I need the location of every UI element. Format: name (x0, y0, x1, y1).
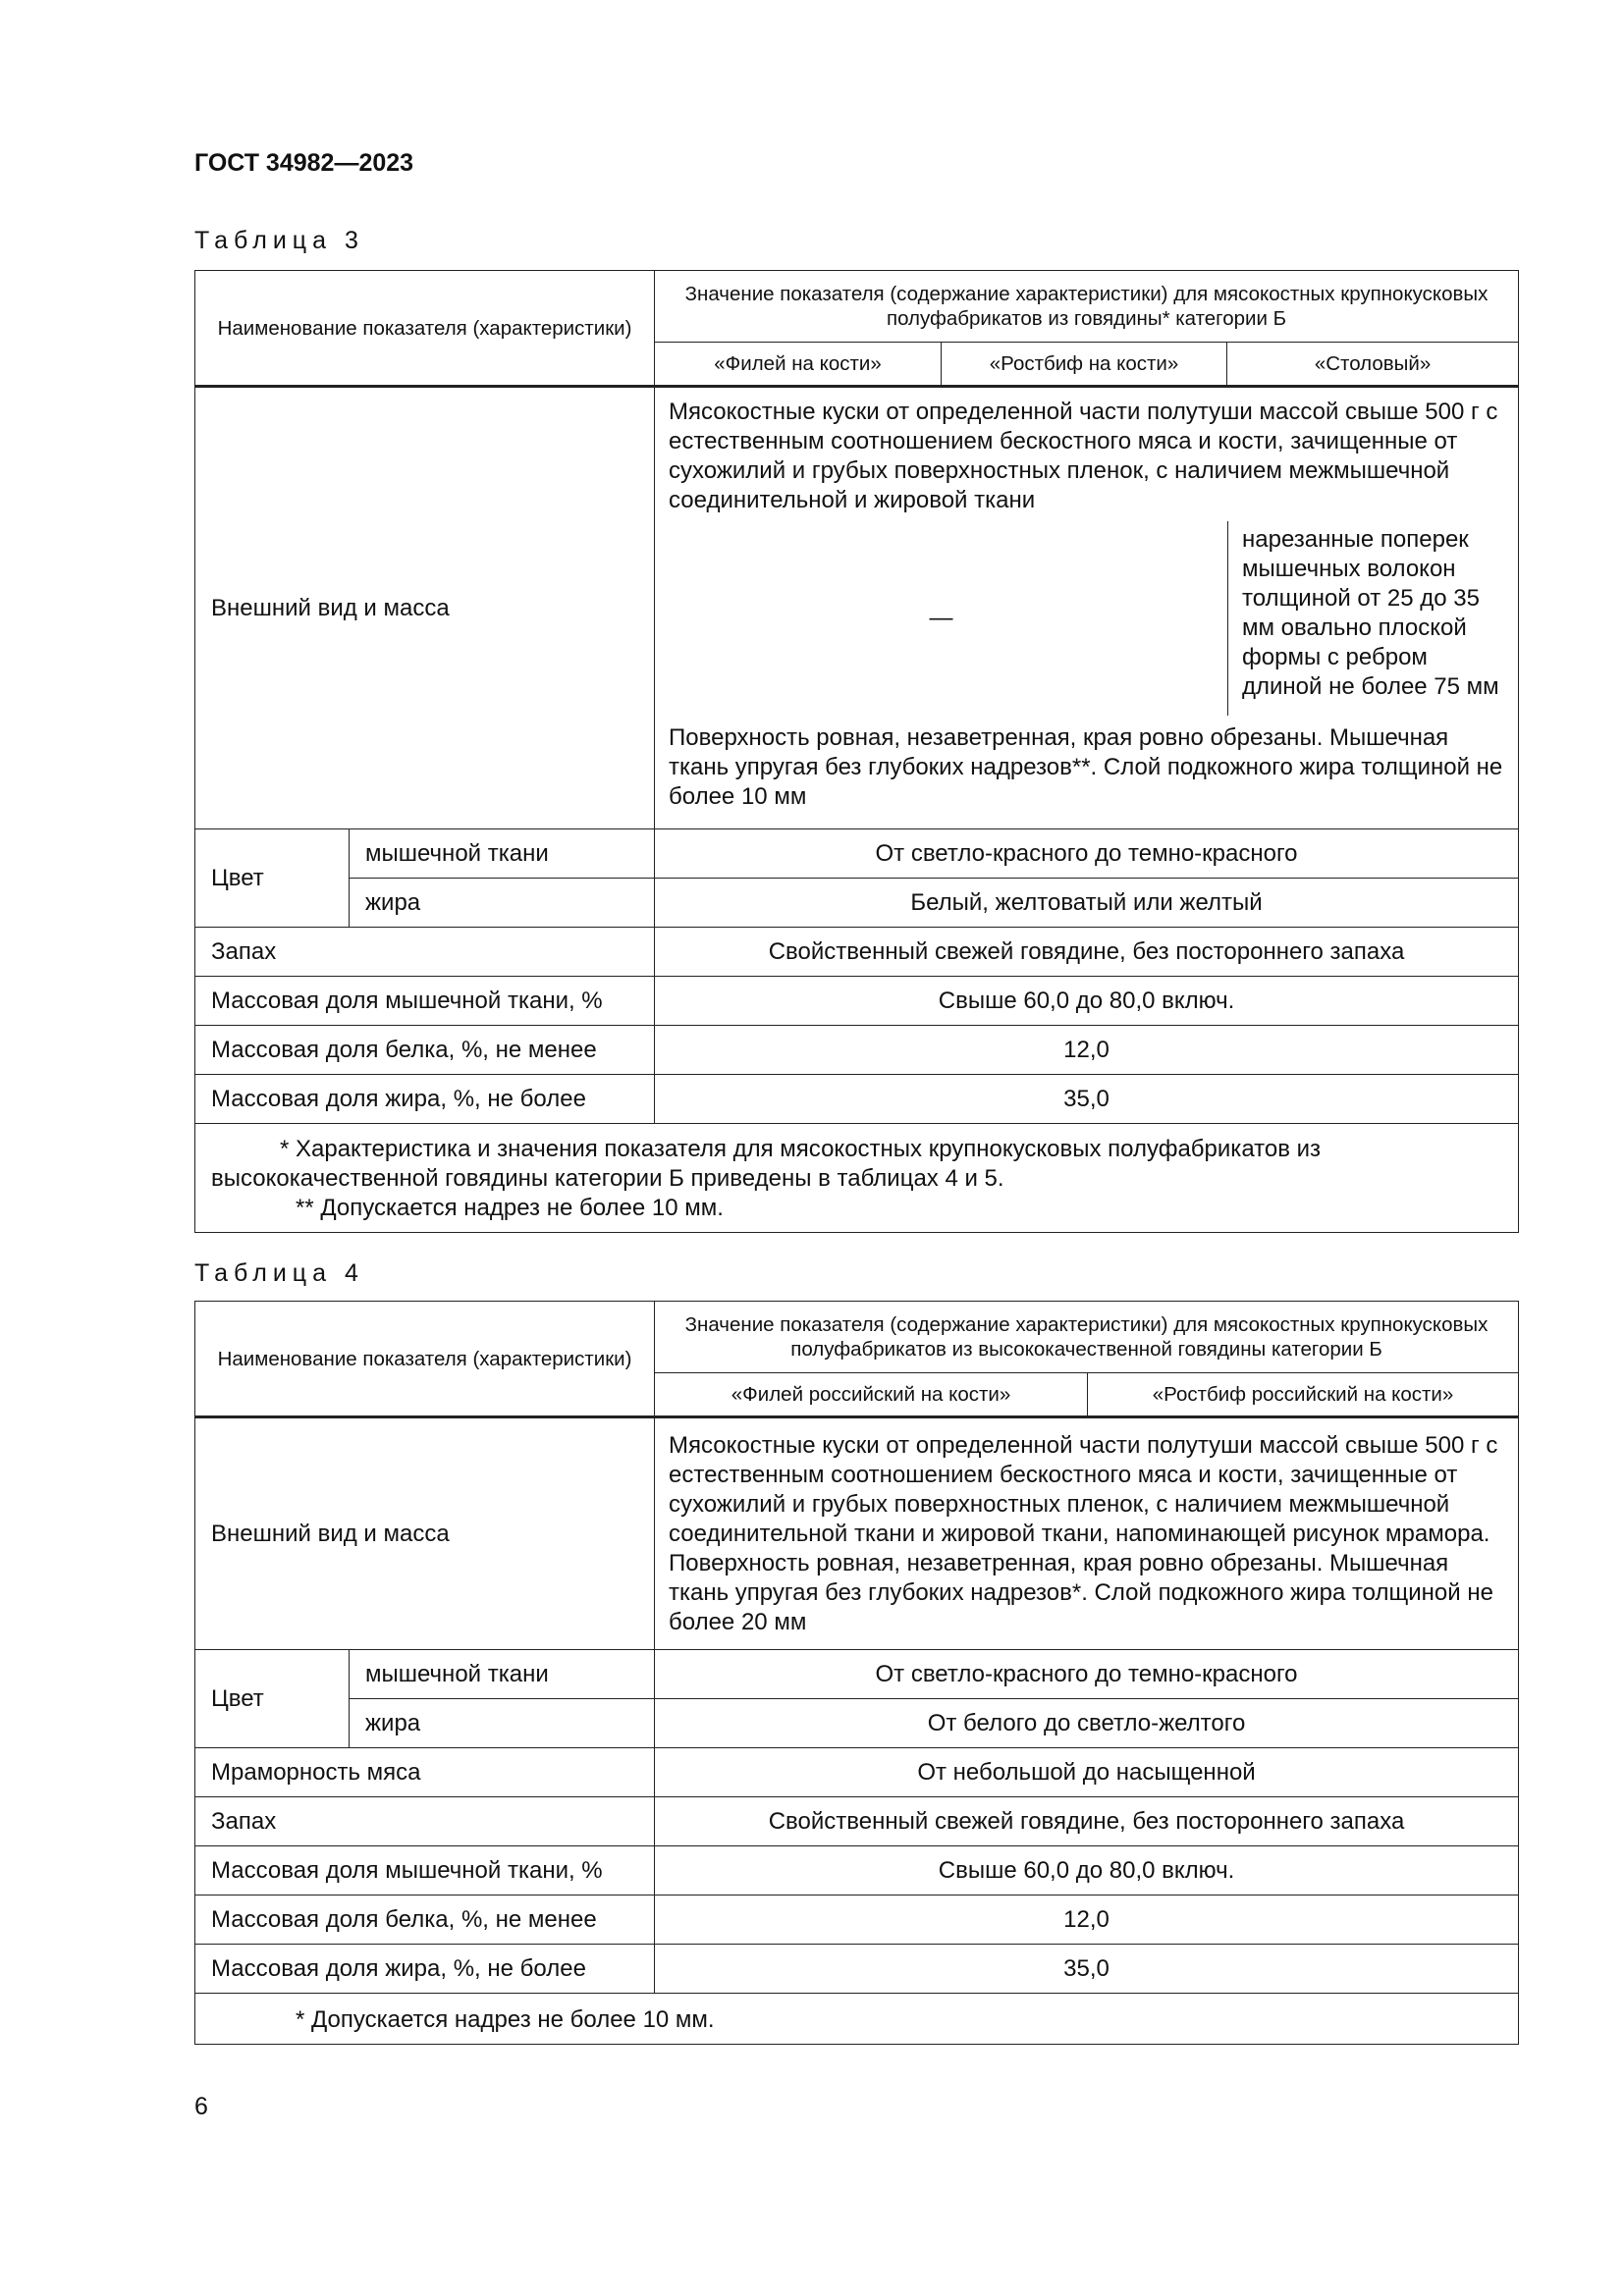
table-4-footnotes (195, 1994, 1519, 2045)
table-3-color-muscle-label: мышечной ткани (350, 829, 655, 879)
table-3-appearance-value (655, 387, 1519, 829)
table-row (195, 977, 1519, 1026)
table-3-footnote-2: ** Допускается надрез не более 10 мм. (296, 1195, 724, 1221)
table-4-color-fat-value: От белого до светло-желтого (655, 1699, 1519, 1748)
table-3-footnote-1: * Характеристика и значения показателя для мясокостных крупнокусковых полуфабрикатов из высококачественной говядины категории Б приведены в таблицах 4 и 5. (211, 1136, 1322, 1192)
table-row (195, 1026, 1519, 1075)
table-3-appearance-common-text: Мясокостные куски от определенной части полутуши массой свыше 500 г с естественным соотношением бескостного мяса и кости, зачищенные от сухожилий и грубых поверхностных пленок, с наличием межмышечной соединительной и жировой ткани (669, 399, 1498, 513)
table-4-color-fat-label: жира (350, 1699, 655, 1748)
table-3-subheader-stolovy: «Столовый» (1227, 343, 1519, 387)
table-4-caption: Таблица 4 (194, 1259, 364, 1287)
table-3-appearance-dash: — (929, 605, 953, 631)
table-4-row-value: 12,0 (655, 1896, 1519, 1945)
table-3-header-indicator: Наименование показателя (характеристики) (195, 271, 655, 387)
table-row (195, 1846, 1519, 1896)
table-row (195, 928, 1519, 977)
table-4 (194, 1301, 1519, 2045)
table-3-footnotes (195, 1124, 1519, 1233)
table-3-row-value: Свыше 60,0 до 80,0 включ. (655, 977, 1519, 1026)
table-3-row-label: Массовая доля жира, %, не более (195, 1075, 655, 1124)
table-4-color-muscle-label: мышечной ткани (350, 1650, 655, 1699)
table-3-row-value: 35,0 (655, 1075, 1519, 1124)
table-3-color-label: Цвет (195, 829, 350, 928)
table-row (195, 1748, 1519, 1797)
table-row (195, 1896, 1519, 1945)
table-4-appearance-label: Внешний вид и масса (195, 1417, 655, 1650)
table-3-appearance-label: Внешний вид и масса (195, 387, 655, 829)
table-4-row-value: От небольшой до насыщенной (655, 1748, 1519, 1797)
table-4-row-value: Свойственный свежей говядине, без постороннего запаха (655, 1797, 1519, 1846)
table-row (195, 1797, 1519, 1846)
table-4-color-muscle-value: От светло-красного до темно-красного (655, 1650, 1519, 1699)
table-3-subheader-filey: «Филей на кости» (655, 343, 942, 387)
table-4-subheader-rostbif: «Ростбиф российский на кости» (1088, 1373, 1519, 1417)
table-4-row-label: Массовая доля мышечной ткани, % (195, 1846, 655, 1896)
table-4-footnote-1: * Допускается надрез не более 10 мм. (296, 2005, 715, 2033)
document-code: ГОСТ 34982—2023 (194, 149, 414, 177)
page-number: 6 (194, 2093, 208, 2120)
table-3-appearance-stolovy-text: нарезанные поперек мышечных волокон толщиной от 25 до 35 мм овально плоской формы с ребром длиной не более 75 мм (1227, 521, 1518, 716)
table-3-color-fat-label: жира (350, 879, 655, 928)
table-4-header-indicator: Наименование показателя (характеристики) (195, 1302, 655, 1417)
table-4-subheader-filey: «Филей российский на кости» (655, 1373, 1088, 1417)
table-4-row-label: Мраморность мяса (195, 1748, 655, 1797)
table-3-color-muscle-value: От светло-красного до темно-красного (655, 829, 1519, 879)
table-3-color-fat-value: Белый, желтоватый или желтый (655, 879, 1519, 928)
table-3-appearance-surface-text: Поверхность ровная, незаветренная, края ровно обрезаны. Мышечная ткань упругая без глубоких надрезов**. Слой подкожного жира толщиной не более 10 мм (669, 724, 1503, 810)
table-row (195, 1075, 1519, 1124)
table-3-row-label: Массовая доля мышечной ткани, % (195, 977, 655, 1026)
table-3-subheader-rostbif: «Ростбиф на кости» (942, 343, 1227, 387)
table-3-row-label: Массовая доля белка, %, не менее (195, 1026, 655, 1075)
table-4-appearance-value: Мясокостные куски от определенной части полутуши массой свыше 500 г с естественным соотношением бескостного мяса и кости, зачищенные от сухожилий и грубых поверхностных пленок, с наличием межмышечной соединительной ткани и жировой ткани, напоминающей рисунок мрамора. Поверхность ровная, незаветренная, края ровно обрезаны. Мышечная ткань упругая без глубоких надрезов*. Слой подкожного жира толщиной не более 20 мм (655, 1417, 1519, 1650)
table-3-caption: Таблица 3 (194, 227, 364, 254)
table-4-row-value: 35,0 (655, 1945, 1519, 1994)
table-4-color-label: Цвет (195, 1650, 350, 1748)
table-4-row-value: Свыше 60,0 до 80,0 включ. (655, 1846, 1519, 1896)
table-4-row-label: Массовая доля жира, %, не более (195, 1945, 655, 1994)
table-3 (194, 270, 1519, 1233)
table-4-row-label: Массовая доля белка, %, не менее (195, 1896, 655, 1945)
table-row (195, 1945, 1519, 1994)
table-3-row-value: Свойственный свежей говядине, без постороннего запаха (655, 928, 1519, 977)
table-4-header-value: Значение показателя (содержание характеристики) для мясокостных крупнокусковых полуфабрикатов из высококачественной говядины категории Б (655, 1302, 1519, 1373)
table-3-appearance-split (655, 521, 1518, 716)
table-3-row-value: 12,0 (655, 1026, 1519, 1075)
table-3-header-value: Значение показателя (содержание характеристики) для мясокостных крупнокусковых полуфабрикатов из говядины* категории Б (655, 271, 1519, 343)
table-3-row-label: Запах (195, 928, 655, 977)
table-4-row-label: Запах (195, 1797, 655, 1846)
